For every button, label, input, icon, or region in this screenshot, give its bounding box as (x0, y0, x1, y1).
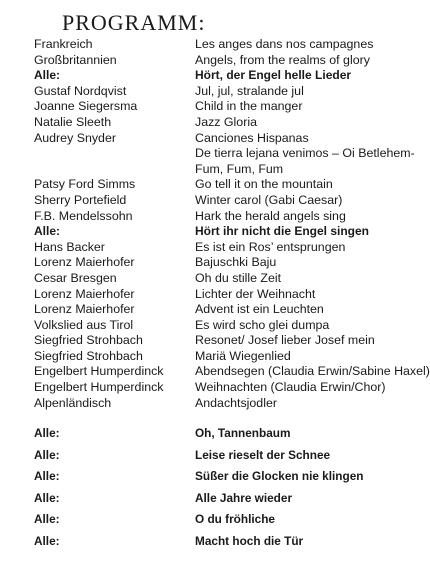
song-title: Fum, Fum, Fum (195, 161, 284, 176)
performer: Alle: (34, 447, 60, 462)
performer: Cesar Bresgen (34, 270, 117, 285)
program-row (0, 255, 430, 271)
performer: Alle: (34, 68, 61, 83)
song-title: O du fröhliche (195, 512, 275, 526)
performer: Lorenz Maierhofer (34, 286, 135, 301)
page-title: PROGRAMM: (62, 10, 206, 35)
program-row (0, 53, 430, 69)
song-title: Winter carol (Gabi Caesar) (195, 192, 343, 207)
performer: Gustaf Nordqvist (34, 83, 127, 98)
finale-row (0, 425, 430, 447)
song-title: Jul, jul, stralande jul (195, 83, 304, 98)
performer: Alle: (34, 426, 60, 440)
song-title: Hört, der Engel helle Lieder (195, 68, 352, 83)
finale-row (0, 533, 430, 555)
program-row (0, 209, 430, 225)
song-title: Macht hoch die Tür (195, 533, 304, 548)
program-row (0, 396, 430, 412)
performer: Alpenländisch (34, 395, 112, 410)
performer: Sherry Portefield (34, 192, 127, 207)
finale-row (0, 468, 430, 490)
program-row (0, 271, 430, 287)
program-row (0, 99, 430, 115)
program-row (0, 131, 430, 147)
program-row (0, 146, 430, 162)
performer: Joanne Siegersma (34, 99, 138, 114)
performer: Alle: (34, 512, 60, 526)
program-row (0, 37, 430, 53)
performer: Lorenz Maierhofer (34, 255, 135, 270)
song-title: Hark the herald angels sing (195, 208, 346, 223)
song-title: Alle Jahre wieder (195, 490, 293, 505)
performer: Großbritannien (34, 52, 117, 67)
program-row (0, 177, 430, 193)
program-row (0, 84, 430, 100)
program-row (0, 318, 430, 334)
program-row (0, 162, 430, 178)
performer: Hans Backer (34, 239, 105, 254)
performer: Natalie Sleeth (34, 114, 112, 129)
finale-row (0, 511, 430, 533)
program-row (0, 224, 430, 240)
performer: Audrey Snyder (34, 130, 116, 145)
song-title: De tierra lejana venimos – Oi Betlehem- (195, 146, 415, 161)
finale-list (0, 425, 430, 554)
performer: Alle: (34, 224, 61, 239)
song-title: Resonet/ Josef lieber Josef mein (195, 333, 375, 348)
song-title: Weihnachten (Claudia Erwin/Chor) (195, 380, 386, 395)
performer: Engelbert Humperdinck (34, 364, 164, 379)
song-title: Oh du stille Zeit (195, 270, 282, 285)
performer: Frankreich (34, 37, 93, 51)
program-list (0, 37, 430, 411)
finale-row (0, 490, 430, 512)
program-row (0, 349, 430, 365)
song-title: Go tell it on the mountain (195, 177, 333, 192)
performer: Alle: (34, 490, 60, 505)
program-row (0, 333, 430, 349)
song-title: Les anges dans nos campagnes (195, 37, 374, 51)
performer: Siegfried Strohbach (34, 333, 143, 348)
program-row (0, 68, 430, 84)
performer: Patsy Ford Simms (34, 177, 136, 192)
finale-row (0, 447, 430, 469)
program-row (0, 115, 430, 131)
song-title: Es wird scho glei dumpa (195, 317, 330, 332)
song-title: Advent ist ein Leuchten (195, 302, 324, 317)
performer: Engelbert Humperdinck (34, 380, 164, 395)
song-title: Bajuschki Baju (195, 255, 277, 270)
program-row (0, 380, 430, 396)
program-row (0, 364, 430, 380)
song-title: Lichter der Weihnacht (195, 286, 316, 301)
program-row (0, 193, 430, 209)
performer: Alle: (34, 533, 60, 548)
program-row (0, 302, 430, 318)
song-title: Andachtsjodler (195, 395, 277, 410)
program-row (0, 287, 430, 303)
song-title: Abendsegen (Claudia Erwin/Sabine Haxel) (195, 364, 430, 379)
performer: Alle: (34, 469, 60, 483)
song-title: Canciones Hispanas (195, 130, 309, 145)
song-title: Hört ihr nicht die Engel singen (195, 224, 370, 239)
song-title: Child in the manger (195, 99, 303, 114)
song-title: Jazz Gloria (195, 114, 257, 129)
song-title: Oh, Tannenbaum (195, 426, 291, 440)
performer: Volkslied aus Tirol (34, 317, 134, 332)
song-title: Es ist ein Ros’ entsprungen (195, 239, 346, 254)
song-title: Leise rieselt der Schnee (195, 447, 331, 462)
performer: Lorenz Maierhofer (34, 302, 135, 317)
program-row (0, 240, 430, 256)
performer: Siegfried Strohbach (34, 348, 143, 363)
song-title: Angels, from the realms of glory (195, 52, 370, 67)
performer: F.B. Mendelssohn (34, 208, 133, 223)
song-title: Mariä Wiegenlied (195, 348, 291, 363)
song-title: Süßer die Glocken nie klingen (195, 469, 364, 483)
